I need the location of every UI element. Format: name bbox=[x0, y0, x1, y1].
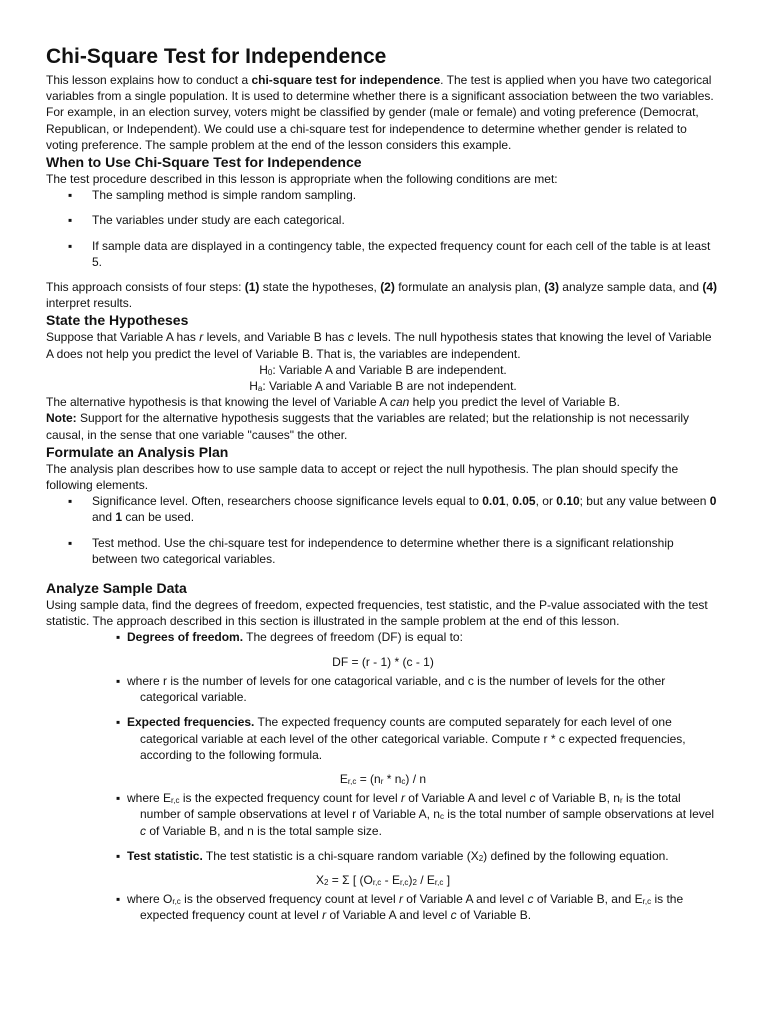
conditions-list bbox=[46, 187, 720, 270]
sig-value: 0.01 bbox=[482, 494, 506, 509]
steps-text: formulate an analysis plan, bbox=[394, 280, 545, 295]
ef-formula-text: * n bbox=[383, 771, 402, 786]
ts-where-text: of Variable B, and E bbox=[533, 892, 643, 907]
list-item-ef-where bbox=[46, 790, 720, 839]
analyze-lead: Using sample data, find the degrees of freedom, expected frequencies, test statistic, and the P-value associated with the test statistic. The approach described in this section is illustrated in the sample problem at the end of this lesson. bbox=[46, 598, 708, 629]
hyp-text: Suppose that Variable A has bbox=[46, 330, 200, 345]
sig-value: 0.05 bbox=[512, 494, 536, 509]
df-label: Degrees of freedom. bbox=[127, 630, 244, 645]
ef-where-var: c bbox=[529, 791, 536, 806]
spacer bbox=[46, 567, 720, 579]
list-item-expected bbox=[46, 714, 720, 763]
steps-text: analyze sample data, and bbox=[558, 280, 703, 295]
ts-formula-text: / E bbox=[416, 872, 435, 887]
analyze-list bbox=[46, 629, 720, 645]
alt-text: help you predict the level of Variable B. bbox=[409, 395, 620, 410]
analyze-list-2 bbox=[46, 673, 720, 763]
ef-symbol: E bbox=[339, 771, 348, 786]
sig-text: can be used. bbox=[122, 510, 195, 525]
ts-where-text: of Variable B. bbox=[456, 908, 532, 923]
sig-value: 1 bbox=[115, 510, 123, 525]
ts-formula-text: ] bbox=[443, 872, 451, 887]
intro-text: This lesson explains how to conduct a bbox=[46, 73, 252, 87]
list-item-ts-where bbox=[46, 891, 720, 923]
ef-subscript: r bbox=[380, 776, 384, 786]
ts-subscript: 2 bbox=[323, 877, 329, 887]
df-text: The degrees of freedom (DF) is equal to: bbox=[243, 630, 463, 645]
ef-where-var: r bbox=[400, 791, 405, 806]
ef-where-text: of Variable B, n bbox=[535, 791, 620, 806]
ef-where-text: of Variable A and level bbox=[404, 791, 530, 806]
ef-where-text: where E bbox=[127, 791, 172, 806]
analyze-list-3 bbox=[46, 790, 720, 864]
section-heading-plan: Formulate an Analysis Plan bbox=[46, 443, 229, 460]
ef-label: Expected frequencies. bbox=[127, 715, 255, 730]
ts-where-sub: r,c bbox=[172, 897, 181, 907]
ef-formula-text: ) / n bbox=[405, 771, 427, 786]
hyp-var-r: r bbox=[199, 330, 204, 345]
ef-where-text: is the total number of sample observations at level r of Variable A, n bbox=[140, 791, 681, 822]
hyp-var-c: c bbox=[347, 330, 354, 345]
step-number: (4) bbox=[702, 280, 718, 295]
step-number: (3) bbox=[544, 280, 559, 295]
plan-list bbox=[46, 493, 720, 567]
ts-subscript: r,c bbox=[434, 877, 444, 887]
ts-text: The test statistic is a chi-square random variable (X bbox=[202, 848, 479, 863]
ts-subscript: 2 bbox=[478, 853, 484, 863]
sig-value: 0.10 bbox=[556, 494, 580, 509]
ts-subscript: 2 bbox=[412, 877, 417, 887]
ts-where-var: r bbox=[398, 892, 403, 907]
note-text: Support for the alternative hypothesis suggests that the variables are related; but the relationship is not necessarily causal, in the sense that one variable "causes" the other. bbox=[46, 411, 690, 442]
note-label: Note: bbox=[46, 411, 77, 426]
steps-paragraph bbox=[46, 279, 720, 311]
sig-text: , or bbox=[535, 494, 557, 509]
list-item-df bbox=[46, 629, 720, 645]
step-number: (1) bbox=[244, 280, 260, 295]
ef-where-sub: c bbox=[439, 812, 444, 822]
when-lead: The test procedure described in this lesson is appropriate when the following conditions are met: bbox=[46, 172, 558, 187]
h0-text: : Variable A and Variable B are independent. bbox=[272, 362, 507, 377]
hyp-text: levels, and Variable B has bbox=[203, 330, 348, 345]
steps-text: This approach consists of four steps: bbox=[46, 280, 245, 295]
plan-lead: The analysis plan describes how to use sample data to accept or reject the null hypothesis. The plan should specify the following elements. bbox=[46, 461, 679, 493]
sig-value: 0 bbox=[709, 494, 717, 509]
step-number: (2) bbox=[380, 280, 395, 295]
list-item-df-where: ▪ where r is the number of levels for one catagorical variable, and c is the number of levels for the other categorical variable. bbox=[46, 673, 720, 705]
ts-where-var: r bbox=[322, 908, 327, 923]
list-item-test-statistic bbox=[46, 848, 720, 864]
null-hypothesis bbox=[46, 362, 720, 378]
ef-where-text: of Variable B, and n is the total sample size. bbox=[146, 823, 382, 838]
ef-text: The expected frequency counts are computed separately for each level of one categorical variable at each level of the other categorical variable. Compute r * c expected frequencies, according to the following formula. bbox=[140, 715, 686, 762]
ts-text: ) defined by the following equation. bbox=[483, 848, 669, 863]
steps-text: state the hypotheses, bbox=[259, 280, 381, 295]
ha-subscript: a bbox=[257, 384, 263, 394]
hyp-text: levels. The null hypothesis states that knowing the level of Variable A does not help you predict the level of Variable B. That is, the variables are independent. bbox=[46, 330, 712, 361]
example-paragraph: For example, in an election survey, voters might be classified by gender (male or female) and voting preference (Democrat, Republican, or Independent). We could use a chi-square test for independence to determine whether gender is related to voting preference. The sample problem at the end of the lesson considers this example. bbox=[46, 105, 699, 152]
list-item: ▪ The sampling method is simple random sampling. bbox=[46, 187, 720, 203]
ts-symbol: X bbox=[315, 872, 324, 887]
ts-where-var: c bbox=[527, 892, 534, 907]
sig-text: and bbox=[92, 510, 116, 525]
ha-text: : Variable A and Variable B are not independent. bbox=[262, 379, 517, 394]
intro-text-cont: . The test is applied when you have two categorical variables from a single population. It is used to determine whether there is a significant association between the two variables. bbox=[46, 73, 714, 104]
ef-where-text: is the expected frequency count for level bbox=[179, 791, 401, 806]
ef-subscript: r,c bbox=[347, 776, 357, 786]
h0-symbol: H bbox=[259, 362, 268, 377]
intro-bold-term: chi-square test for independence bbox=[251, 73, 441, 87]
ts-formula-text: = Σ [ (O bbox=[328, 872, 373, 887]
ef-where-sub: r,c bbox=[171, 796, 180, 806]
alt-emphasis: can bbox=[389, 395, 410, 410]
ef-where-var: c bbox=[140, 823, 146, 838]
steps-text: interpret results. bbox=[46, 296, 133, 311]
ts-formula-text: ) bbox=[408, 872, 413, 887]
ef-where-text: is the total number of sample observations at level bbox=[443, 807, 715, 822]
ts-subscript: r,c bbox=[399, 877, 409, 887]
alt-text: The alternative hypothesis is that knowing the level of Variable A bbox=[46, 395, 390, 410]
ts-where-text: is the expected frequency count at level bbox=[140, 892, 684, 923]
page-title: Chi-Square Test for Independence bbox=[46, 45, 387, 68]
ts-where-text: of Variable A and level bbox=[326, 908, 451, 923]
note-paragraph bbox=[46, 410, 720, 442]
alt-explanation bbox=[46, 394, 720, 410]
list-item: ▪ The variables under study are each categorical. bbox=[46, 212, 720, 228]
ts-where-sub: r,c bbox=[642, 897, 652, 907]
section-heading-analyze: Analyze Sample Data bbox=[46, 580, 187, 597]
hypotheses-paragraph bbox=[46, 329, 720, 361]
sig-text: Significance level. Often, researchers choose significance levels equal to bbox=[92, 494, 483, 509]
list-item-significance bbox=[46, 493, 720, 525]
section-heading-when: When to Use Chi-Square Test for Independence bbox=[46, 154, 362, 171]
sig-text: , bbox=[505, 494, 513, 509]
ha-symbol: H bbox=[249, 379, 258, 394]
list-item: ▪ If sample data are displayed in a contingency table, the expected frequency count for each cell of the table is at least 5. bbox=[46, 238, 720, 270]
ef-formula-text: = (n bbox=[356, 771, 381, 786]
ts-where-var: c bbox=[450, 908, 457, 923]
ef-where-sub: r bbox=[619, 796, 623, 806]
ts-subscript: r,c bbox=[372, 877, 382, 887]
ts-label: Test statistic. bbox=[127, 848, 203, 863]
ef-subscript: c bbox=[401, 776, 406, 786]
ts-formula-text: - E bbox=[381, 872, 400, 887]
list-item-test-method: ▪ Test method. Use the chi-square test for independence to determine whether there is a significant relationship between two categorical variables. bbox=[46, 535, 720, 567]
sig-text: ; but any value between bbox=[579, 494, 710, 509]
ts-formula bbox=[46, 872, 720, 888]
h0-subscript: 0 bbox=[267, 367, 273, 377]
ef-formula bbox=[46, 771, 720, 787]
ts-where-text: is the observed frequency count at level bbox=[180, 892, 399, 907]
section-heading-hypotheses: State the Hypotheses bbox=[46, 312, 189, 329]
df-formula: DF = (r - 1) * (c - 1) bbox=[332, 654, 434, 669]
ts-where-text: of Variable A and level bbox=[402, 892, 528, 907]
alternative-hypothesis bbox=[46, 378, 720, 394]
intro-paragraph bbox=[46, 72, 720, 104]
analyze-list-4 bbox=[46, 891, 720, 923]
ts-where-text: where O bbox=[127, 892, 173, 907]
